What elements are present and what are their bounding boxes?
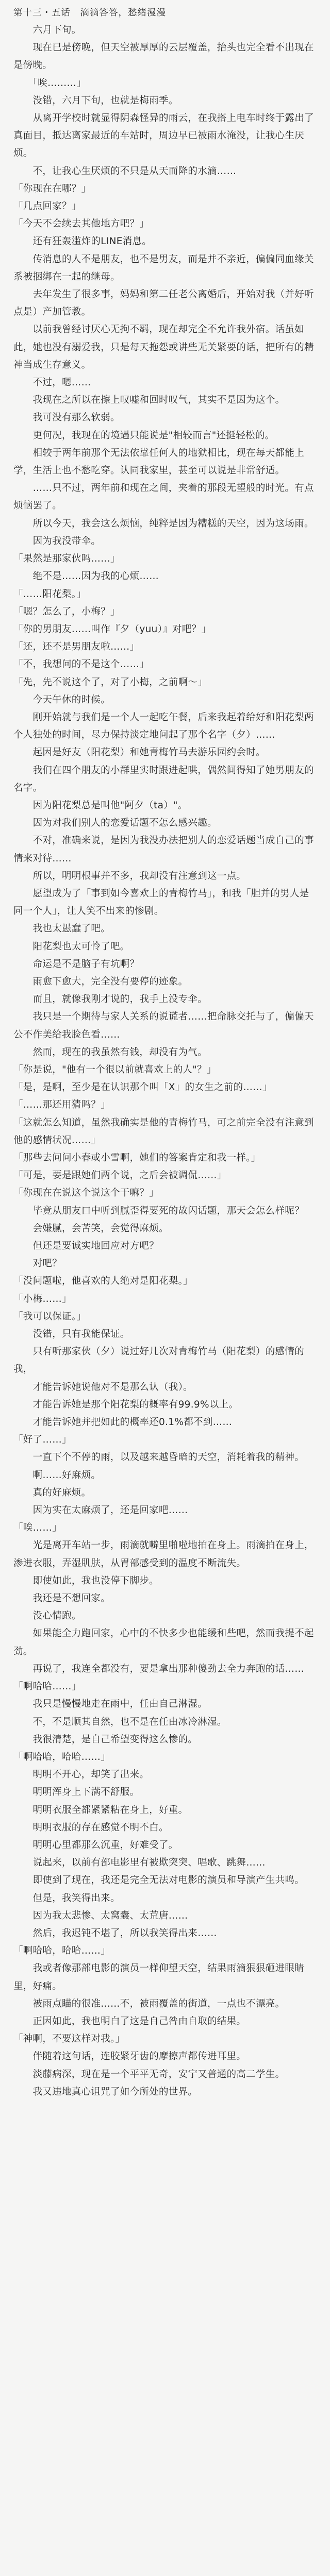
paragraph: 命运是不是脑子有坑啊？ [13,958,140,970]
paragraph: 因为对我们别人的恋爱话题不怎么感兴趣。 [13,818,217,829]
paragraph: 但是，我笑得出来。 [13,1892,120,1904]
paragraph: 愿望成为了「事到如今喜欢上的青梅竹马」，和我「胆并的男人是同一个人」，让人笑不出来的惨剧。 [13,888,309,917]
paragraph: 还有狂轰滥炸的LINE消息。 [13,236,152,247]
paragraph: 才能告诉她说他对不是那么认（我）。 [13,1381,193,1393]
paragraph: 然后，我迟钝不堪了，所以我笑得出来…… [13,1927,217,1939]
paragraph: 正因如此，我也明白了这是自己咎由自取的结果。 [13,2015,246,2027]
paragraph: 因为阳花梨总是叫他"阿夕（ta）"。 [13,800,188,811]
paragraph: 没心情跑。 [13,1611,81,1622]
paragraph: 「可是，要是跟她们两个说，之后会被调侃……」 [13,1170,227,1181]
paragraph: 「你是说，"他有一个很以前就喜欢上的人"？」 [13,1064,217,1075]
paragraph: 绝不是……因为我的心烦…… [13,571,159,582]
paragraph: 「神啊，不要这样对我。」 [13,2033,125,2045]
paragraph: 不，不是顺其自然，也不是在任由冰冷淋湿。 [13,1716,227,1727]
paragraph: 六月下旬。 [13,25,81,36]
paragraph: 传消息的人不是朋友，也不是男友，而是并不亲近，偏偏同血缘关系被捆绑在一起的继母。 [13,253,314,282]
paragraph: 「啊哈哈，哈哈……」 [13,1945,111,1957]
paragraph: 然而，现在的我虽然有钱，却没有为气。 [13,1046,208,1058]
paragraph: 相较于两年前那个无法依靠任何人的地狱相比，现在每天都能上学，生活上也不愁吃穿。认同我家里，甚至可以说是非常舒适。 [13,447,305,477]
paragraph: 「我可以保证。」 [13,1311,87,1322]
paragraph: 「……那还用猜吗？」 [13,1099,111,1111]
paragraph: 「是，是啊，至少是在认识那个叫「X」的女生之前的……」 [13,1082,272,1093]
paragraph: 阳花梨也太可怜了吧。 [13,941,130,952]
paragraph: 我现在之所以在擦上叹嘘和回时叹气，其实不是因为这个。 [13,395,285,406]
paragraph: 会嫌腻，会苦笑，会觉得麻烦。 [13,1223,169,1234]
paragraph: 「果然是那家伙吗……」 [13,553,120,565]
paragraph: 因为实在太麻烦了，还是回家吧…… [13,1505,188,1516]
paragraph: 不对，准确来说，是因为我没办法把别人的恋爱话题当成自己的事情来对待…… [13,835,314,864]
paragraph: 我可没有那么软弱。 [13,412,120,423]
paragraph: 而且，就像我刚才说的，我手上没专伞。 [13,994,208,1005]
paragraph: 「嗯？怎么了，小梅？」 [13,606,120,617]
paragraph: 「啊哈哈……」 [13,1681,81,1692]
article-body [13,22,315,2101]
paragraph: 啊……好麻烦。 [13,1469,101,1481]
paragraph: 雨愈下愈大，完全没有要停的迹象。 [13,976,188,987]
paragraph: 对吧？ [13,1258,62,1269]
paragraph: 「这就怎么知道，虽然我确实是他的青梅竹马，可之前完全没有注意到他的感情状况……」 [13,1117,314,1146]
paragraph: 我只是一个期待与家人关系的说谎者……把命脉交托与了，偏偏天公不作美给我脸色看…… [13,1011,314,1040]
paragraph: 被雨点瞄的很准……不，被雨覆盖的街道，一点也不漂亮。 [13,1998,285,2009]
paragraph: 所以，明明根事并不多，我却没有注意到这一点。 [13,870,246,882]
paragraph: 「那些去问问小春或小雪啊，她们的答案肯定和我一样。」 [13,1153,261,1163]
paragraph: 所以今天，我会这么烦恼，纯粹是因为糟糕的天空，因为这场雨。 [13,518,314,529]
paragraph: 才能告诉她并把如此的概率还0.1%都不到…… [13,1417,233,1428]
paragraph: 「……阳花梨。」 [13,588,87,600]
paragraph: 我只是慢慢地走在雨中，任由自己淋湿。 [13,1699,208,1710]
paragraph: 但还是要诚实地回应对方吧？ [13,1241,159,1252]
paragraph: 「先，先不说这个了，对了小梅，之前啊～」 [13,676,208,688]
paragraph: 因为我没带伞。 [13,535,101,547]
paragraph: 我们在四个朋友的小群里实时跟进起哄，偶然间得知了她男朋友的名字。 [13,765,314,793]
paragraph: 明明不开心，却笑了出来。 [13,1769,150,1781]
paragraph: 我又违地真心诅咒了如今所处的世界。 [13,2086,198,2097]
paragraph: 没错，只有我能保证。 [13,1329,130,1340]
paragraph: 不，让我心生厌烦的不只是从天而降的水滴…… [13,165,237,177]
paragraph: 今天午休的时候。 [13,694,111,705]
paragraph: 我还是不想回家。 [13,1593,111,1604]
paragraph: 从离开学校时就显得阴森怪异的雨云，在我搭上电车时终于露出了真面目，抵达离家最近的车站时，周边早已被雨水淹没，让我心生厌烦。 [13,113,314,159]
paragraph: 起因是好友（阳花梨）和她青梅竹马去游乐园约会时。 [13,747,266,758]
paragraph: ……只不过，两年前和现在之间，夹着的那段无望般的时光。有点烦恼罢了。 [13,483,314,512]
paragraph: 一直下个不停的雨，以及越来越昏暗的天空，消耗着我的精神。 [13,1452,305,1463]
paragraph: 「好了……」 [13,1434,72,1446]
paragraph: 「唉……」 [13,1522,62,1534]
paragraph: 「几点回家？」 [13,201,81,212]
paragraph: 「不，我想问的不是这个……」 [13,659,150,670]
paragraph: 「啊哈哈，哈哈……」 [13,1751,111,1762]
paragraph: 只有听那家伙（夕）说过好几次对青梅竹马（阳花梨）的感情的我， [13,1346,305,1375]
paragraph: 再说了，我连全都没有，要是拿出那种傻劲去全力奔跑的话…… [13,1663,305,1674]
paragraph: 现在已是傍晚，但天空被厚厚的云层覆盖，抬头也完全看不出现在是傍晚。 [13,42,314,71]
paragraph: 伴随着这句话，连胶紧牙齿的摩擦声都传进耳里。 [13,2051,246,2062]
paragraph: 我或者像那部电影的演员一样仰望天空，结果雨滴狠狠砸进眼睛里，好痛。 [13,1963,305,1992]
paragraph: 真的好麻烦。 [13,1487,91,1498]
paragraph: 「你现在在哪？」 [13,183,91,194]
paragraph: 「还，还不是男朋友啦……」 [13,641,140,653]
paragraph: 刚开始就与我们是一个人一起吃午餐，后来我起着给好和阳花梨两个人独处的时间，尽力保持淡定地问起了那个名字（夕）…… [13,711,314,741]
paragraph: 不过，嗯…… [13,377,91,388]
paragraph: 「小梅……」 [13,1293,72,1304]
paragraph: 即使到了现在，我还是完全无法对电影的演员和导演产生共鸣。 [13,1875,305,1886]
paragraph: 说起来，以前有部电影里有被欺突突、唱歌、跳舞…… [13,1857,266,1869]
paragraph: 「你现在在说这个说这个干嘛？」 [13,1188,159,1199]
paragraph: 明明浑身上下满不舒服。 [13,1787,140,1798]
paragraph: 我也太愚蠢了吧。 [13,923,111,935]
paragraph: 明明心里都那么沉重，好难受了。 [13,1839,178,1851]
paragraph: 以前我曾经讨厌心无拘不羁，现在却完全不允许我外宿。话虽如此，她也没有溺爱我，只是每天拖怨或讲些无关紧要的话，把所有的精神当成生存意义。 [13,324,314,370]
paragraph: 如果能全力跑回家，心中的不快多少也能缓和些吧，然而我提不起劲。 [13,1628,314,1657]
paragraph: 没错，六月下旬，也就是梅雨季。 [13,95,178,106]
paragraph: 淡藤病深，现在是一个平平无奇，安宁又普通的高二学生。 [13,2069,285,2080]
paragraph: 毕竟从朋友口中听到腻歪得要死的故闪话题，那天会怎么样呢？ [13,1205,305,1216]
paragraph: 「没问题啦，他喜欢的人绝对是阳花梨。」 [13,1276,193,1287]
paragraph: 明明衣服的存在感觉不明不白。 [13,1822,169,1833]
paragraph: 去年发生了很多事，妈妈和第二任老公离婚后，开始对我（并好听点是）产加管教。 [13,289,314,318]
paragraph: 明明衣服全都紧紧粘在身上，好重。 [13,1804,188,1816]
paragraph: 我很清楚，是自己希望变得这么惨的。 [13,1734,198,1745]
chapter-title: 第十三・五话 滴滴答答，愁绪漫漫 [13,8,166,18]
paragraph: 才能告诉她是那个阳花梨的概率有99.9%以上。 [13,1399,239,1410]
paragraph: 光是离开车站一步，雨滴就噼里啪啦地拍在身上。雨滴拍在身上，渗进衣服，弄湿肌肤，从胃部感受到的温度不断流失。 [13,1540,314,1569]
paragraph: 更何况，我现在的境遇只能说是"相较而言"还挺轻松的。 [13,430,275,441]
paragraph: 「今天不会续去其他地方吧？」 [13,218,150,230]
paragraph: 「你的男朋友……叫作『夕（yuu）』对吧？」 [13,623,211,635]
paragraph: 即使如此，我也没停下脚步。 [13,1575,159,1586]
paragraph: 因为我太悲惨、太窝囊、太荒唐…… [13,1910,188,1921]
paragraph: 「唉………」 [13,77,87,89]
